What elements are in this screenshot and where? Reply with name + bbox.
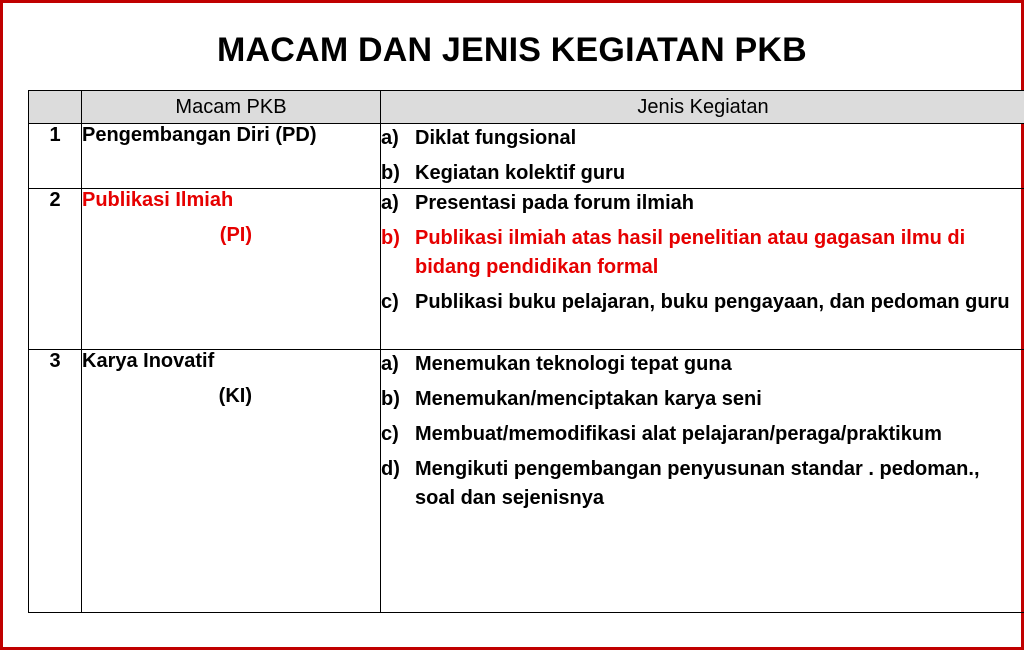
slide-title: MACAM DAN JENIS KEGIATAN PKB [217,31,807,69]
list-item [381,288,1024,317]
item-marker: a) [381,192,399,214]
row-number: 1 [29,124,82,189]
list-item [381,124,1024,153]
item-marker: b) [381,162,400,184]
header-no [29,91,82,124]
table-row [29,124,1024,189]
item-marker: c) [381,423,399,445]
item-marker: a) [381,353,399,375]
list-item-highlighted [381,224,1024,282]
header-macam: Macam PKB [82,91,381,124]
row-macam [82,189,381,350]
item-text: Kegiatan kolektif guru [415,162,626,184]
item-text: Publikasi ilmiah atas hasil penelitian atau gagasan ilmu di bidang pendidikan formal [415,227,966,278]
item-marker: b) [381,388,400,410]
item-text: Menemukan teknologi tepat guna [415,353,732,375]
item-marker: a) [381,127,399,149]
item-text: Mengikuti pengembangan penyusunan standar . pedoman., soal dan sejenisnya [415,458,980,509]
item-marker: d) [381,458,400,480]
table-row [29,350,1024,613]
item-text: Menemukan/menciptakan karya seni [415,388,762,410]
list-item [381,350,1024,379]
row-macam [82,124,381,189]
list-item [381,189,1024,218]
list-item [381,455,1024,513]
table-row [29,189,1024,350]
list-item [381,420,1024,449]
row-macam [82,350,381,613]
row-jenis [381,350,1024,613]
row-jenis [381,189,1024,350]
header-jenis: Jenis Kegiatan [381,91,1024,124]
macam-label: Karya Inovatif [82,350,215,372]
pkb-table [28,90,1024,613]
macam-abbreviation: (PI) [219,224,252,246]
row-jenis [381,124,1024,189]
item-marker: c) [381,291,399,313]
row-number: 2 [29,189,82,350]
list-item [381,385,1024,414]
item-text: Diklat fungsional [415,127,577,149]
macam-abbreviation: (KI) [218,385,252,407]
table-header-row [29,91,1024,124]
item-text: Membuat/memodifikasi alat pelajaran/peraga/praktikum [415,423,942,445]
macam-label: Publikasi Ilmiah [82,189,234,211]
list-item [381,159,1024,188]
item-text: Presentasi pada forum ilmiah [415,192,694,214]
item-marker: b) [381,227,400,249]
macam-label: Pengembangan Diri (PD) [82,124,317,146]
item-text: Publikasi buku pelajaran, buku pengayaan, dan pedoman guru [415,291,1010,313]
row-number: 3 [29,350,82,613]
